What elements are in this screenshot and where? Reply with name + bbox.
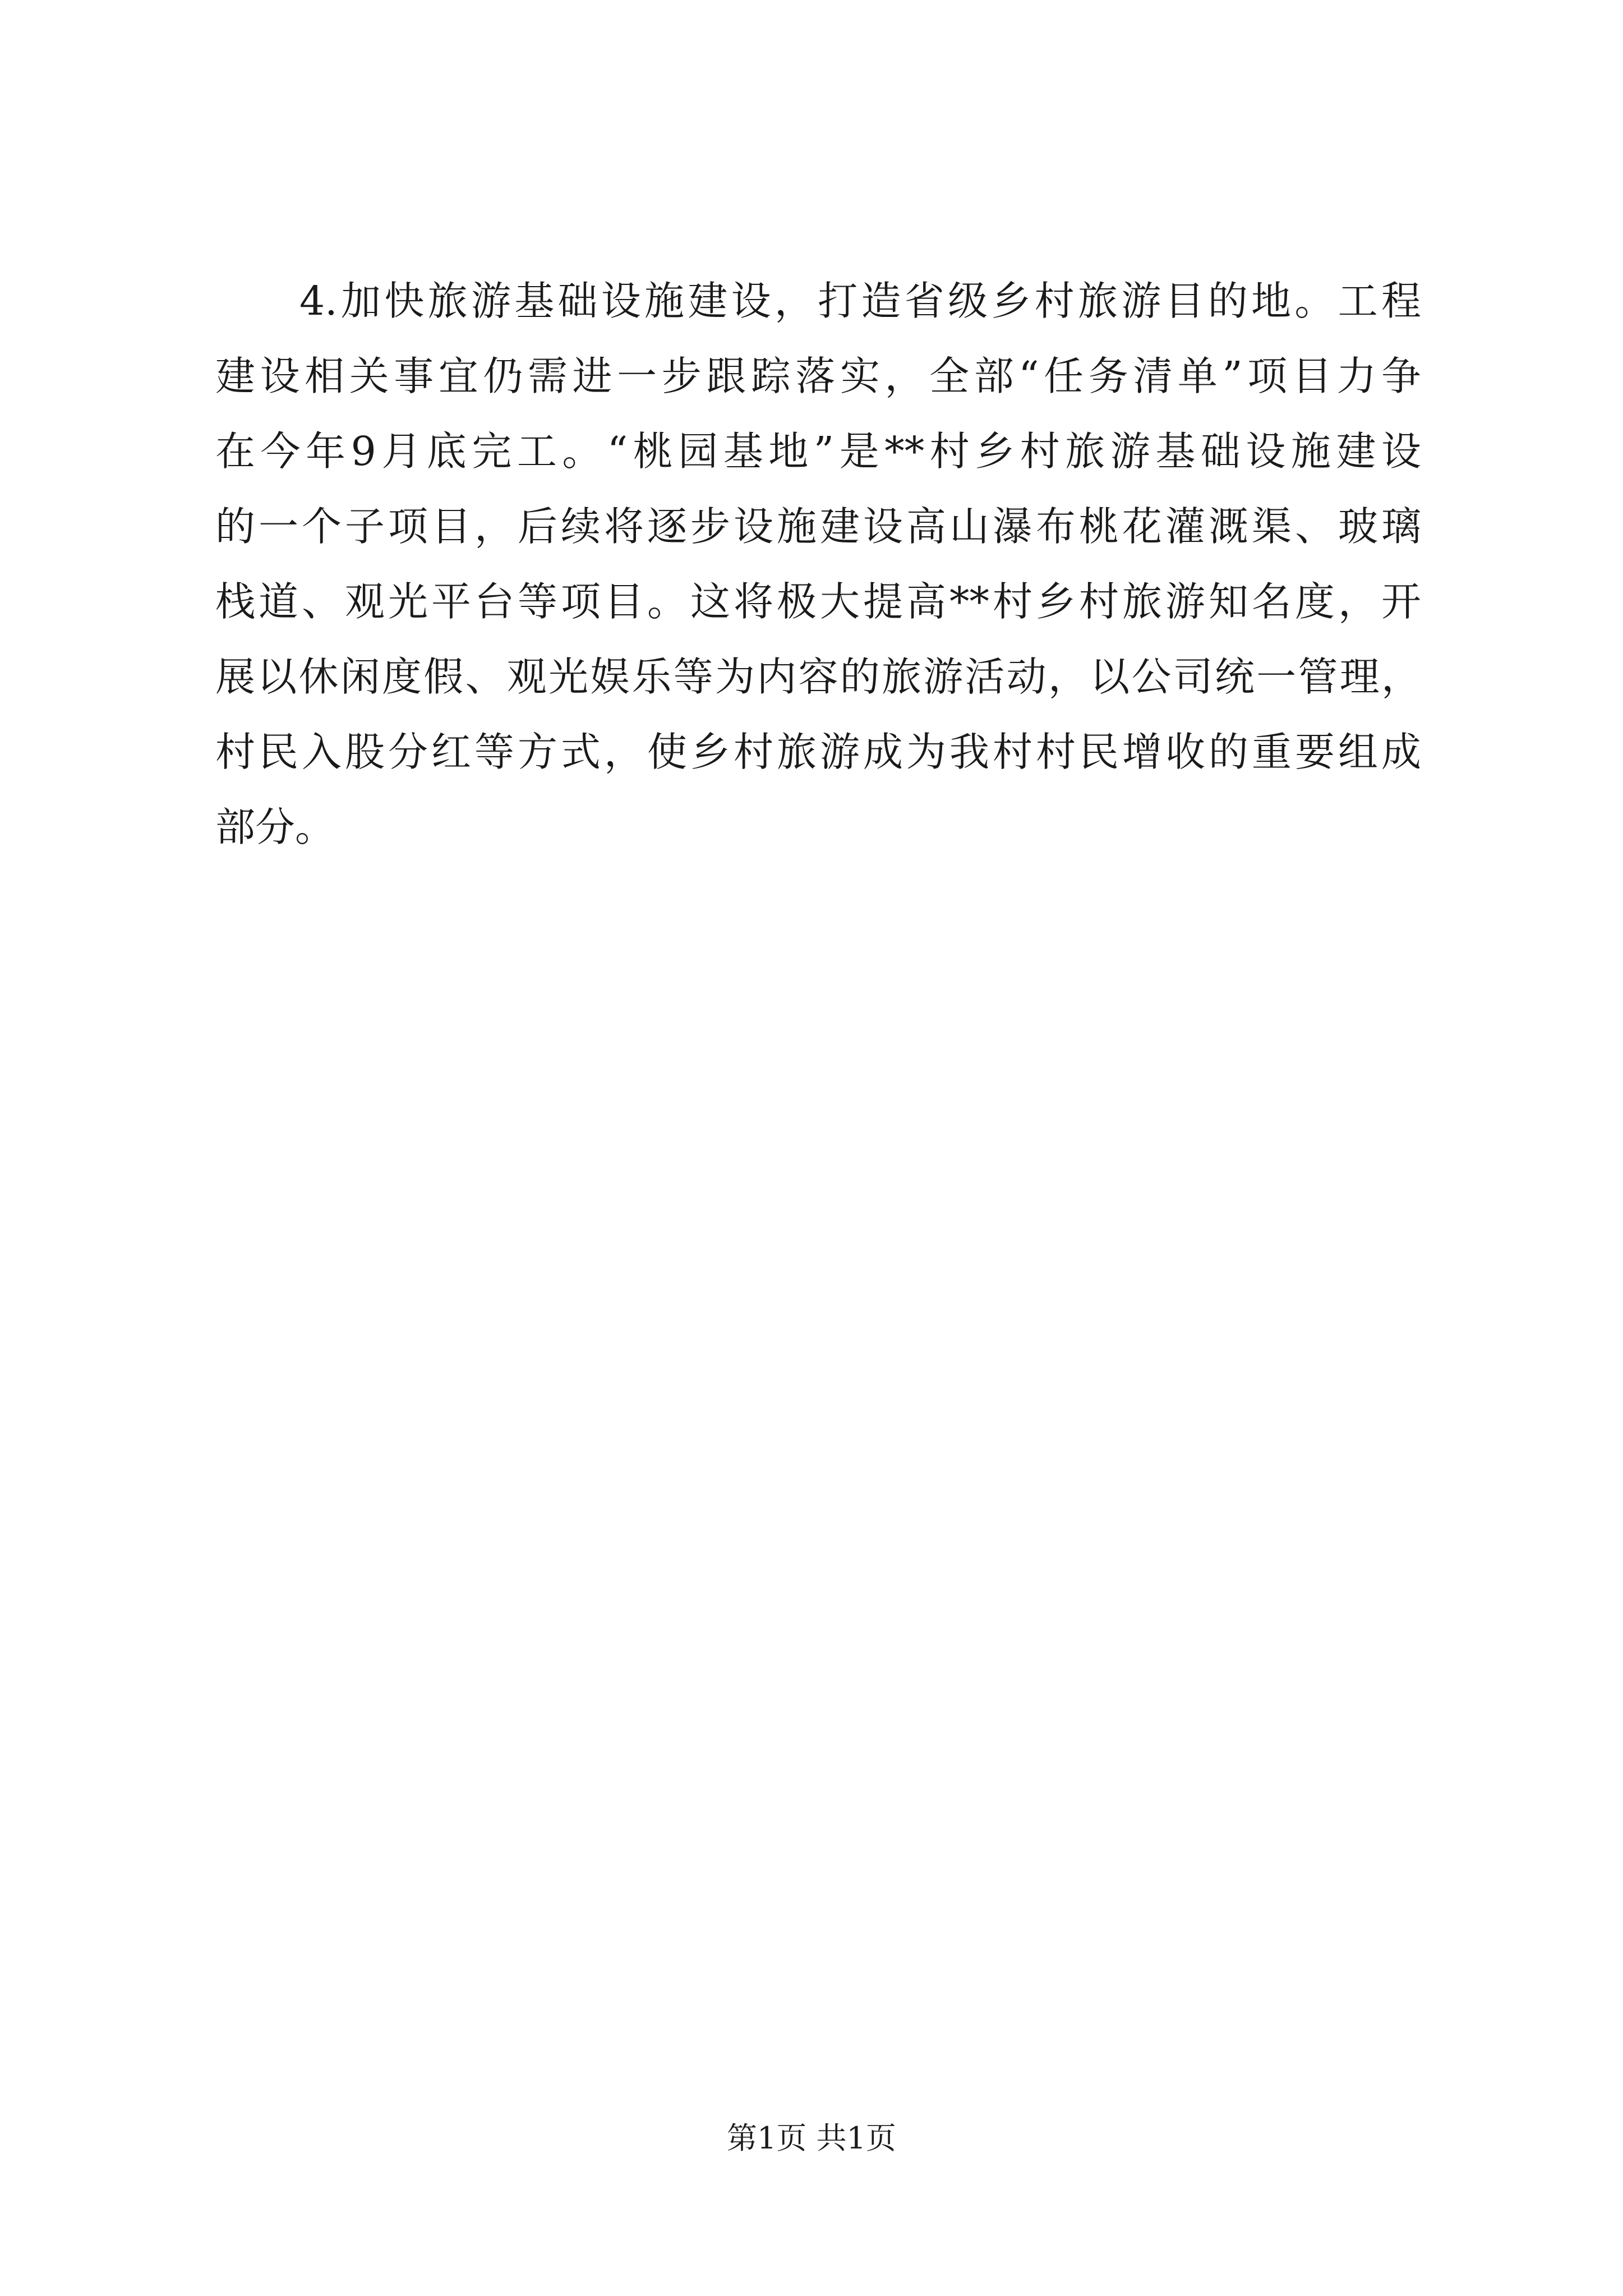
- paragraph-line-3: 在今年9月底完工。“桃园基地”是**村乡村旅游基础设施建设: [215, 428, 1421, 475]
- paragraph-line-5: 栈道、观光平台等项目。这将极大提高**村乡村旅游知名度，开: [215, 578, 1421, 625]
- paragraph-line-8: 部分。: [215, 804, 335, 850]
- paragraph-line-4: 的一个子项目，后续将逐步设施建设高山瀑布桃花灌溉渠、玻璃: [215, 503, 1421, 550]
- paragraph-line-2: 建设相关事宜仍需进一步跟踪落实，全部“任务清单”项目力争: [215, 353, 1421, 399]
- body-paragraph: [215, 264, 1421, 865]
- paragraph-line-1: 4.加快旅游基础设施建设，打造省级乡村旅游目的地。工程: [299, 278, 1421, 324]
- page-number-indicator: 第1页 共1页: [727, 2120, 896, 2156]
- paragraph-line-7: 村民入股分红等方式，使乡村旅游成为我村村民增收的重要组成: [215, 729, 1421, 775]
- paragraph-line-6: 展以休闲度假、观光娱乐等为内容的旅游活动，以公司统一管理，: [215, 654, 1421, 700]
- page-footer: [0, 2116, 1623, 2161]
